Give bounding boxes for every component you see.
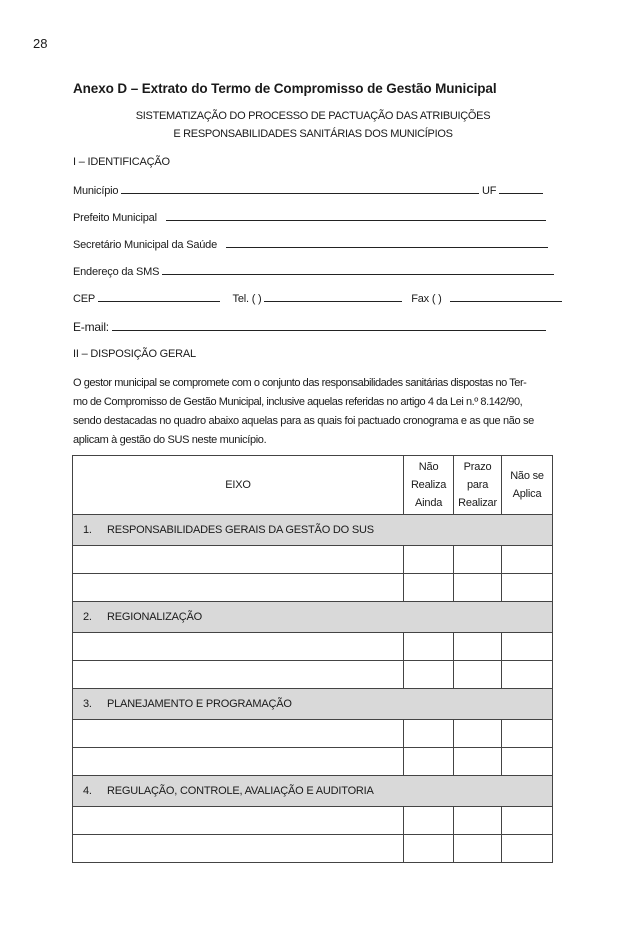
subtitle-line-1: SISTEMATIZAÇÃO DO PROCESSO DE PACTUAÇÃO DAS ATRIBUIÇÕES <box>135 110 491 122</box>
fax-blank[interactable] <box>450 292 562 302</box>
section-3-label: PLANEJAMENTO E PROGRAMAÇÃO <box>107 698 292 710</box>
table-row[interactable] <box>73 835 553 863</box>
nao-realiza-cell[interactable] <box>404 546 454 574</box>
endereco-label: Endereço da SMS <box>73 266 160 278</box>
nao-realiza-cell[interactable] <box>404 633 454 661</box>
nao-se-aplica-cell[interactable] <box>502 807 553 835</box>
section-4-label: REGULAÇÃO, CONTROLE, AVALIAÇÃO E AUDITORIA <box>107 785 374 797</box>
section-3-cell <box>73 689 553 720</box>
responsibilities-table <box>72 455 553 863</box>
email-label: E-mail: <box>73 320 109 334</box>
nao-se-aplica-cell[interactable] <box>502 720 553 748</box>
paragraph-line-1: O gestor municipal se compromete com o conjunto das responsabilidades sanitárias dispostas no Ter- <box>73 377 527 389</box>
page-number: 28 <box>33 36 48 51</box>
email-blank[interactable] <box>112 321 546 331</box>
header-nao-realiza <box>404 456 454 515</box>
section-2-label: REGIONALIZAÇÃO <box>107 611 202 623</box>
section-1-label: RESPONSABILIDADES GERAIS DA GESTÃO DO SUS <box>107 524 374 536</box>
nao-realiza-cell[interactable] <box>404 835 454 863</box>
paragraph-line-4: aplicam à gestão do SUS neste município. <box>73 434 267 446</box>
prazo-cell[interactable] <box>454 720 502 748</box>
header-eixo: EIXO <box>73 456 404 515</box>
nao-se-aplica-cell[interactable] <box>502 546 553 574</box>
nao-realiza-cell[interactable] <box>404 807 454 835</box>
header-nao-realiza-line-3: Ainda <box>415 497 443 509</box>
table-row[interactable] <box>73 633 553 661</box>
table-row[interactable] <box>73 748 553 776</box>
nao-se-aplica-cell[interactable] <box>502 633 553 661</box>
subtitle-line-2: E RESPONSABILIDADES SANITÁRIAS DOS MUNICÍPIOS <box>173 128 453 140</box>
prefeito-blank[interactable] <box>166 211 546 221</box>
secretario-label: Secretário Municipal da Saúde <box>73 239 218 251</box>
eixo-cell[interactable] <box>73 661 404 689</box>
secretario-blank[interactable] <box>226 238 548 248</box>
eixo-cell[interactable] <box>73 835 404 863</box>
prazo-cell[interactable] <box>454 633 502 661</box>
fax-label: Fax ( ) <box>411 293 442 305</box>
prefeito-label: Prefeito Municipal <box>73 212 157 224</box>
header-nao-realiza-line-1: Não <box>418 461 439 473</box>
nao-se-aplica-cell[interactable] <box>502 661 553 689</box>
table-row[interactable] <box>73 661 553 689</box>
contact-field-row[interactable] <box>73 292 562 305</box>
cep-label: CEP <box>73 293 95 305</box>
table-row[interactable] <box>73 574 553 602</box>
table-header-row <box>73 456 553 515</box>
header-prazo-line-2: para <box>466 479 489 491</box>
municipio-blank[interactable] <box>121 184 479 194</box>
nao-se-aplica-cell[interactable] <box>502 748 553 776</box>
paragraph-line-2: mo de Compromisso de Gestão Municipal, inclusive aquelas referidas no artigo 4 da Lei n.º 8.142/90, <box>73 396 523 408</box>
header-prazo <box>454 456 502 515</box>
header-nao-se-aplica <box>502 456 553 515</box>
section-1-number: 1. <box>83 524 92 536</box>
header-nao-realiza-line-2: Realiza <box>410 479 447 491</box>
header-prazo-line-3: Realizar <box>458 497 497 509</box>
endereco-field[interactable] <box>73 265 554 278</box>
table-section-row <box>73 602 553 633</box>
email-field[interactable] <box>73 320 546 334</box>
section-1-cell <box>73 515 553 546</box>
table-row[interactable] <box>73 720 553 748</box>
eixo-cell[interactable] <box>73 720 404 748</box>
prazo-cell[interactable] <box>454 835 502 863</box>
uf-blank[interactable] <box>499 184 543 194</box>
header-nao-se-aplica-line-2: Aplica <box>512 488 542 500</box>
nao-se-aplica-cell[interactable] <box>502 574 553 602</box>
cep-blank[interactable] <box>98 292 220 302</box>
section-general-heading: II – DISPOSIÇÃO GERAL <box>73 348 196 360</box>
table-section-row <box>73 776 553 807</box>
document-title: Anexo D – Extrato do Termo de Compromisso de Gestão Municipal <box>73 81 497 96</box>
section-identification-heading: I – IDENTIFICAÇÃO <box>73 156 170 168</box>
section-2-cell <box>73 602 553 633</box>
nao-realiza-cell[interactable] <box>404 661 454 689</box>
tel-label: Tel. ( ) <box>232 293 262 305</box>
eixo-cell[interactable] <box>73 574 404 602</box>
prazo-cell[interactable] <box>454 807 502 835</box>
prefeito-field[interactable] <box>73 211 546 224</box>
header-prazo-line-1: Prazo <box>463 461 492 473</box>
section-4-cell <box>73 776 553 807</box>
uf-label: UF <box>482 185 497 197</box>
paragraph-line-3: sendo destacadas no quadro abaixo aquelas para as quais foi pactuado cronograma e as que não se <box>73 415 534 427</box>
nao-realiza-cell[interactable] <box>404 574 454 602</box>
tel-blank[interactable] <box>264 292 402 302</box>
prazo-cell[interactable] <box>454 748 502 776</box>
endereco-blank[interactable] <box>162 265 554 275</box>
prazo-cell[interactable] <box>454 574 502 602</box>
nao-realiza-cell[interactable] <box>404 720 454 748</box>
table-row[interactable] <box>73 807 553 835</box>
eixo-cell[interactable] <box>73 748 404 776</box>
municipio-field[interactable] <box>73 184 543 197</box>
nao-realiza-cell[interactable] <box>404 748 454 776</box>
prazo-cell[interactable] <box>454 661 502 689</box>
table-section-row <box>73 689 553 720</box>
section-4-number: 4. <box>83 785 92 797</box>
eixo-cell[interactable] <box>73 546 404 574</box>
prazo-cell[interactable] <box>454 546 502 574</box>
section-3-number: 3. <box>83 698 92 710</box>
eixo-cell[interactable] <box>73 633 404 661</box>
municipio-label: Município <box>73 185 119 197</box>
section-2-number: 2. <box>83 611 92 623</box>
header-nao-se-aplica-line-1: Não se <box>510 470 544 482</box>
nao-se-aplica-cell[interactable] <box>502 835 553 863</box>
table-section-row <box>73 515 553 546</box>
eixo-cell[interactable] <box>73 807 404 835</box>
secretario-field[interactable] <box>73 238 548 251</box>
table-row[interactable] <box>73 546 553 574</box>
